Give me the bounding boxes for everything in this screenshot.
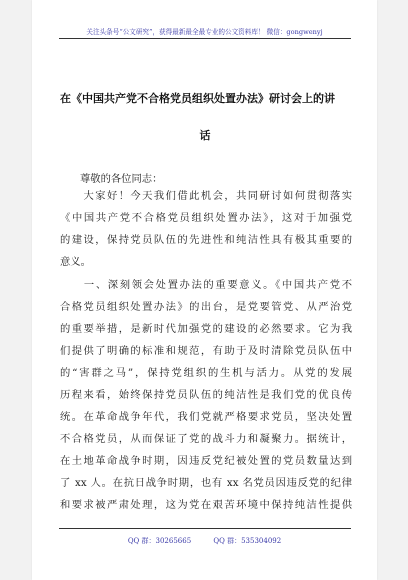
body-line: 的“害群之马”，保持党组织的生机与活力。从党的发展 (60, 367, 352, 379)
body-line: 合格党员组织处置办法》的出台，是党要管党、从严治党 (60, 301, 352, 313)
footer-qq-group-2: QQ 群：535304092 (213, 537, 282, 545)
footer (32, 536, 377, 546)
document-title-line-1: 在《中国共产党不合格党员组织处置办法》研讨会上的讲 (60, 92, 335, 105)
header-divider (59, 38, 351, 39)
body-line: 和要求被严肃处理，这为党在艰苦环境中保持纯洁性提供 (60, 499, 352, 511)
body-line: 了 xx 人。在抗日战争时期，也有 xx 名党员因违反党的纪律 (60, 477, 352, 489)
body-line: 的重要举措，是新时代加强党的建设的必然要求。它为我 (60, 323, 352, 335)
body-line: 在土地革命战争时期，因违反党纪被处置的党员数量达到 (60, 455, 352, 467)
body-line: 一、深刻领会处置办法的重要意义。《中国共产党不 (60, 279, 352, 291)
document-title-line-2: 话 (199, 129, 211, 142)
greeting: 尊敬的各位同志： (80, 173, 163, 185)
document-page (32, 0, 377, 580)
header-banner: 关注头条号“公文研究”，获得最新最全最专业的公文资料库！ 微信：gongwenyj (86, 28, 323, 36)
body-line: 的建设，保持党员队伍的先进性和纯洁性具有极其重要的 (60, 234, 352, 246)
body-line: 们提供了明确的标准和规范，有助于及时清除党员队伍中 (60, 345, 352, 357)
body-line: 意义。 (60, 256, 91, 268)
body-line: 统。在革命战争年代，我们党就严格要求党员，坚决处置 (60, 411, 352, 423)
footer-qq-group-1: QQ 群：30265665 (127, 537, 192, 545)
body-line: 大家好！今天我们借此机会，共同研讨如何贯彻落实 (60, 190, 352, 202)
body-line: 不合格党员，从而保证了党的战斗力和凝聚力。据统计， (60, 433, 352, 445)
body-line: 《中国共产党不合格党员组织处置办法》，这对于加强党 (60, 212, 352, 224)
body-line: 历程来看，始终保持党员队伍的纯洁性是我们党的优良传 (60, 389, 352, 401)
footer-divider (59, 528, 351, 529)
